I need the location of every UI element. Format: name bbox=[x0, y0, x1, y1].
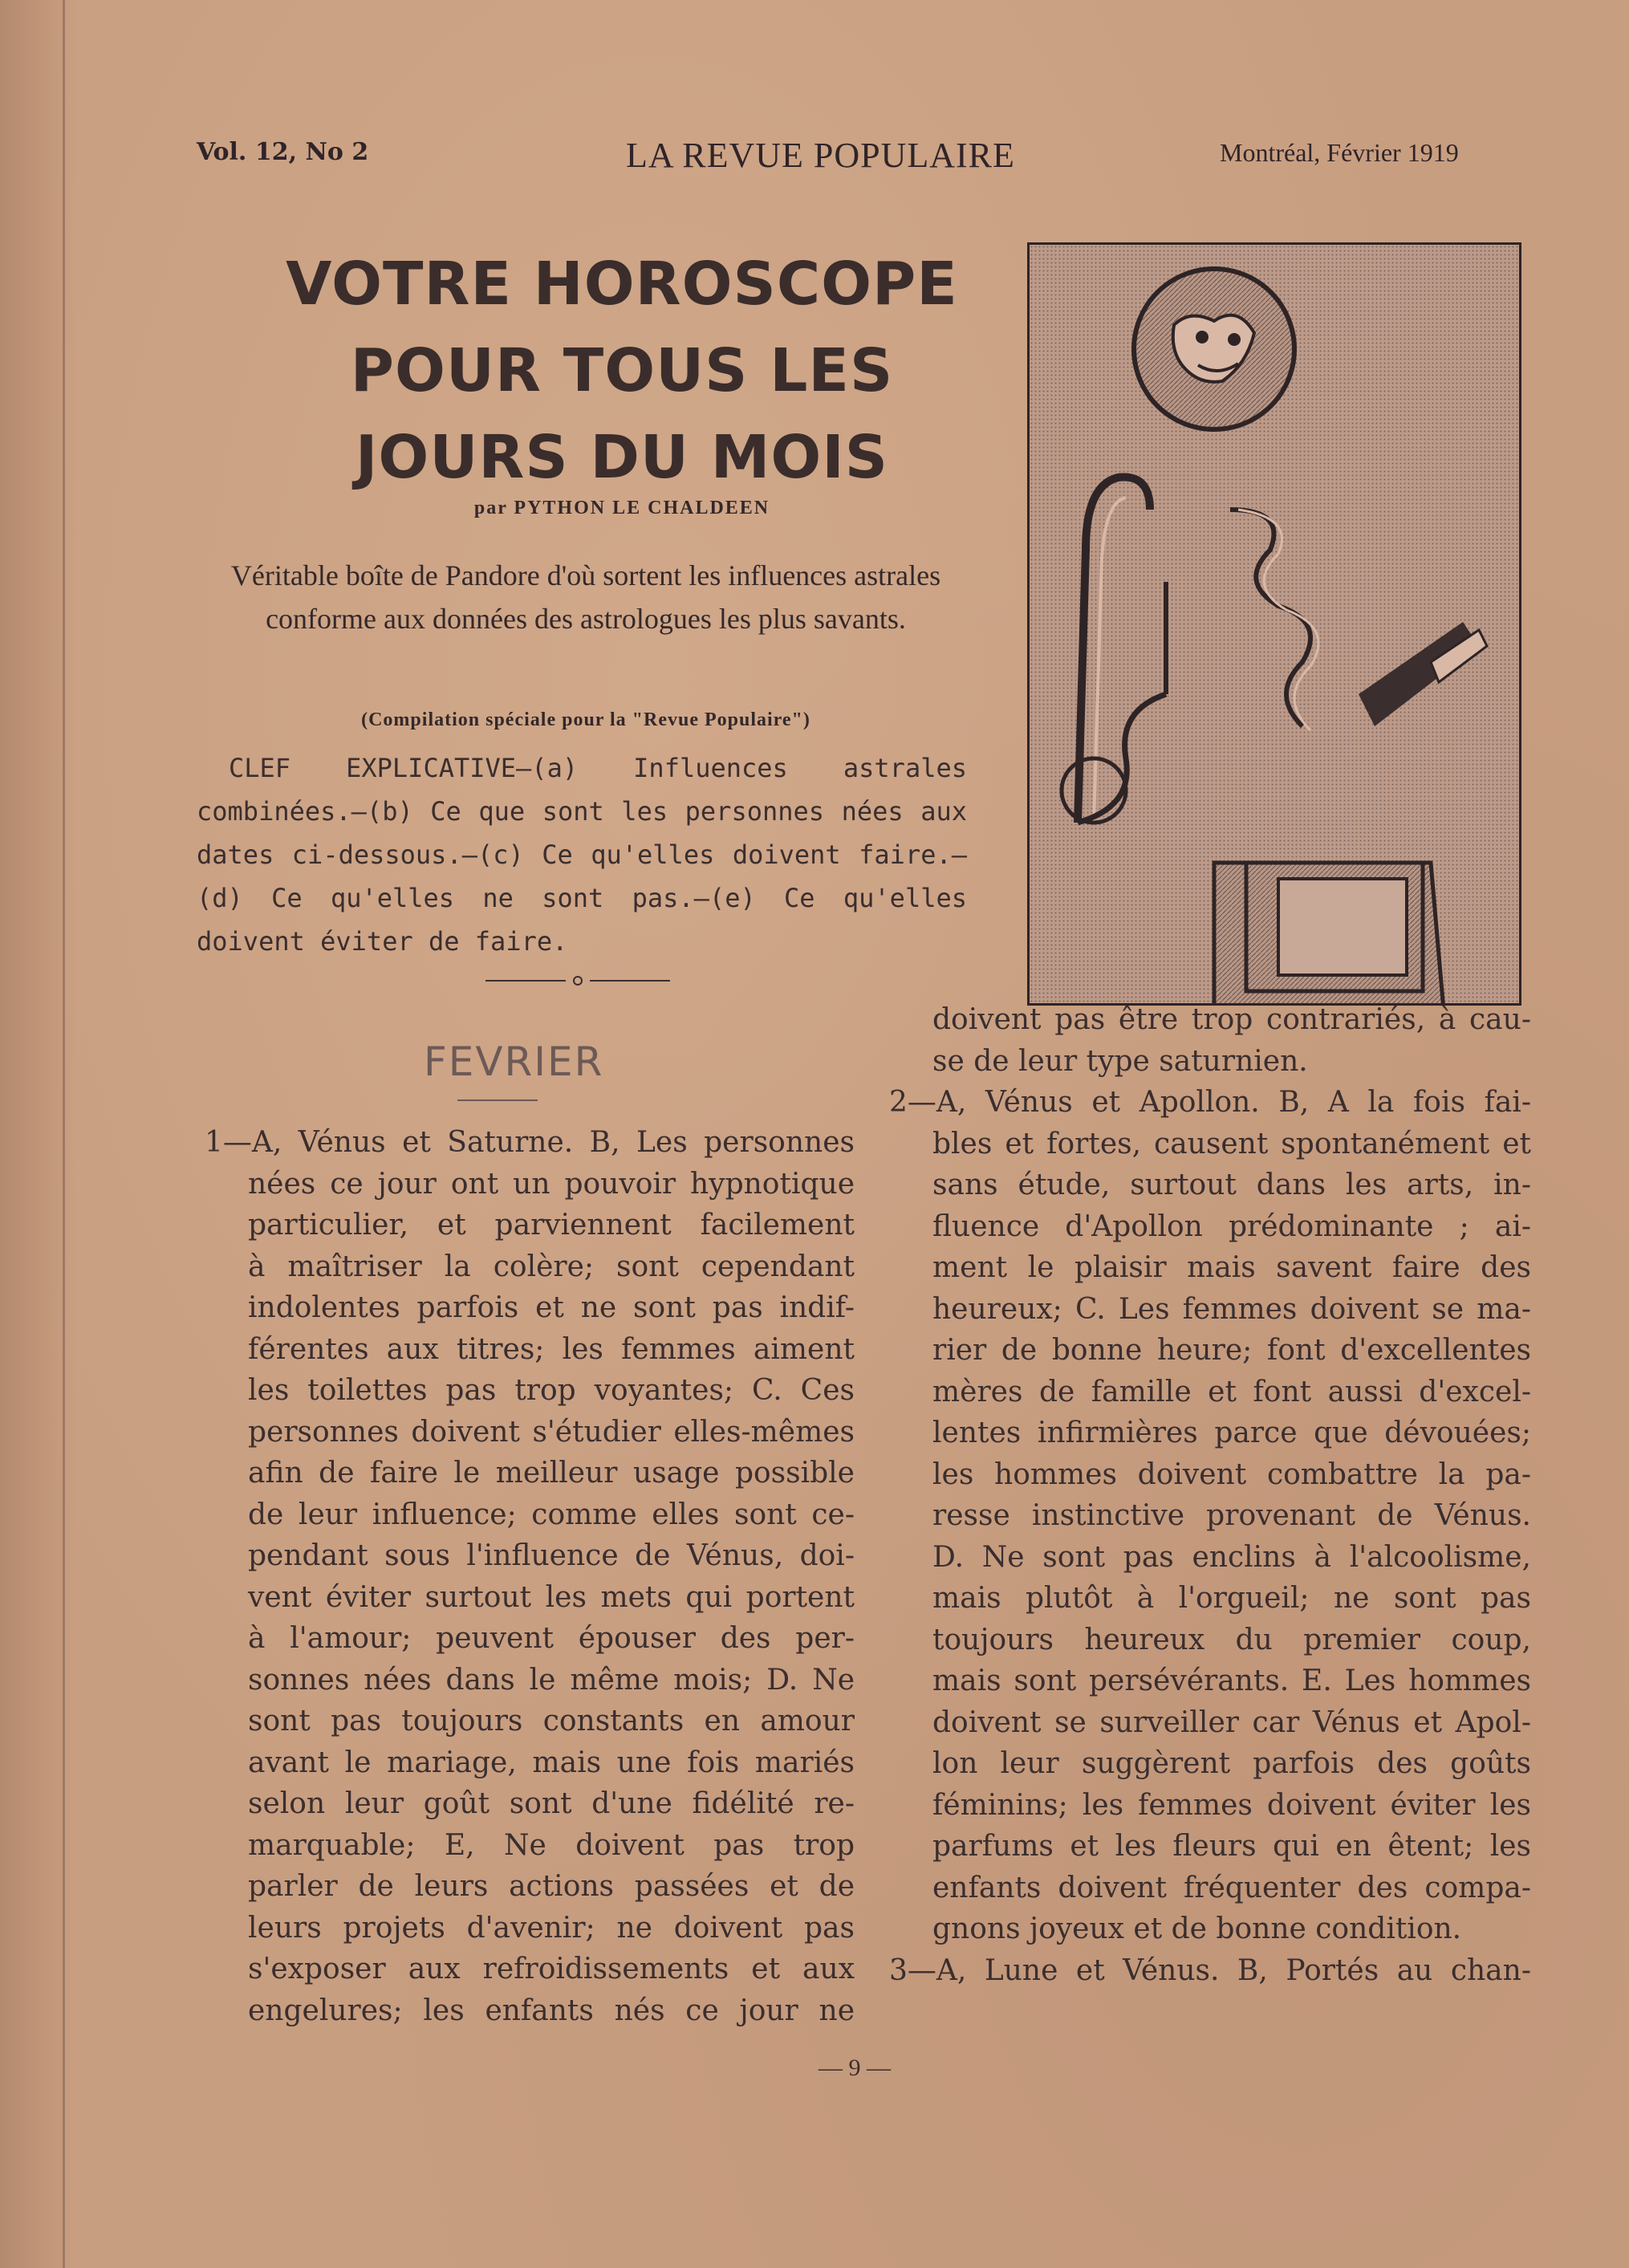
text-line: pendant sous l'influence de Vénus, doi- bbox=[248, 1539, 855, 1572]
text-line: enfants doivent fréquenter des compa- bbox=[932, 1871, 1531, 1904]
compilation-note: (Compilation spéciale pour la "Revue Populaire") bbox=[361, 709, 810, 730]
section-divider-ornament bbox=[485, 973, 670, 989]
text-line: ment le plaisir mais savent faire des bbox=[932, 1251, 1531, 1284]
explanatory-key-text: CLEF EXPLICATIVE—(a) Influences astrales combinées.—(b) Ce que sont les personnes nées aux dates ci-dessous.—(c) Ce qu'elles doivent faire.—(d) Ce qu'elles ne sont pas.—(e) Ce qu'elles doivent éviter de faire. bbox=[197, 753, 967, 957]
magazine-name: LA REVUE POPULAIRE bbox=[626, 136, 1015, 175]
text-line: rier de bonne heure; font d'excellentes bbox=[932, 1334, 1531, 1367]
text-line: de leur influence; comme elles sont ce- bbox=[248, 1498, 855, 1531]
text-line: férentes aux titres; les femmes aiment bbox=[248, 1332, 855, 1366]
text-line: sont pas toujours constants en amour bbox=[248, 1705, 855, 1738]
text-line: selon leur goût sont d'une fidélité re- bbox=[248, 1787, 855, 1820]
title-line-1: VOTRE HOROSCOPE bbox=[286, 250, 958, 319]
text-line: heureux; C. Les femmes doivent se ma- bbox=[932, 1292, 1531, 1326]
text-line: engelures; les enfants nés ce jour ne bbox=[248, 1994, 855, 2027]
article-title bbox=[193, 241, 1051, 501]
text-line: lon leur suggèrent parfois des goûts bbox=[932, 1747, 1531, 1780]
text-line: mères de famille et font aussi d'excel- bbox=[932, 1375, 1531, 1408]
page-number: — 9 — bbox=[819, 2055, 891, 2081]
text-line: à maîtriser la colère; sont cependant bbox=[248, 1250, 855, 1283]
text-line: resse instinctive provenant de Vénus. bbox=[932, 1499, 1531, 1532]
text-line: les toilettes pas trop voyantes; C. Ces bbox=[248, 1374, 855, 1407]
text-line: s'exposer aux refroidissements et aux bbox=[248, 1953, 855, 1986]
text-line: doivent se surveiller car Vénus et Apol- bbox=[932, 1705, 1531, 1739]
text-line: marquable; E, Ne doivent pas trop bbox=[248, 1828, 855, 1862]
text-line: leurs projets d'avenir; ne doivent pas bbox=[248, 1911, 855, 1945]
text-line: doivent pas être trop contrariés, à cau- bbox=[932, 1003, 1531, 1036]
text-line: D. Ne sont pas enclins à l'alcoolisme, bbox=[932, 1540, 1531, 1574]
author-byline: par PYTHON LE CHALDEEN bbox=[473, 498, 770, 518]
text-line: gnons joyeux et de bonne condition. bbox=[932, 1912, 1462, 1945]
text-line: lentes infirmières parce que dévouées; bbox=[932, 1416, 1531, 1449]
text-line: parfums et les fleurs qui en êtent; les bbox=[932, 1830, 1531, 1863]
right-text-column bbox=[889, 999, 1531, 1991]
text-line: féminins; les femmes doivent éviter les bbox=[932, 1788, 1531, 1822]
text-line: se de leur type saturnien. bbox=[932, 1044, 1308, 1078]
text-line: particulier, et parviennent facilement bbox=[248, 1209, 855, 1242]
text-line: à l'amour; peuvent épouser des per- bbox=[248, 1622, 855, 1655]
issue-date: Montréal, Février 1919 bbox=[1220, 138, 1459, 167]
text-line: sans étude, surtout dans les arts, in- bbox=[932, 1169, 1531, 1201]
text-line: avant le mariage, mais une fois mariés bbox=[248, 1746, 855, 1779]
text-line: sonnes nées dans le même mois; D. Ne bbox=[248, 1663, 855, 1697]
horoscope-illustration bbox=[1027, 242, 1521, 1006]
text-line: fluence d'Apollon prédominante ; ai- bbox=[932, 1209, 1531, 1243]
left-text-column bbox=[205, 1122, 855, 2031]
section-title-underline bbox=[457, 1099, 538, 1101]
text-line: indolentes parfois et ne sont pas indif- bbox=[248, 1291, 855, 1324]
text-line: mais plutôt à l'orgueil; ne sont pas bbox=[932, 1582, 1531, 1615]
section-title-month: FEVRIER bbox=[424, 1038, 604, 1085]
volume-number: Vol. 12, No 2 bbox=[197, 138, 369, 166]
explanatory-key bbox=[197, 746, 967, 963]
text-line: parler de leurs actions passées et de bbox=[248, 1870, 855, 1903]
title-line-3: JOURS DU MOIS bbox=[355, 423, 889, 492]
text-line: les hommes doivent combattre la pa- bbox=[932, 1457, 1531, 1491]
text-line: nées ce jour ont un pouvoir hypnotique bbox=[248, 1167, 855, 1201]
text-line: afin de faire le meilleur usage possible bbox=[248, 1457, 855, 1490]
binding-fold-line bbox=[63, 0, 65, 2268]
text-line: toujours heureux du premier coup, bbox=[932, 1623, 1531, 1656]
text-line: 1—A, Vénus et Saturne. B, Les personnes bbox=[205, 1126, 855, 1159]
text-line: vent éviter surtout les mets qui portent bbox=[248, 1580, 855, 1614]
text-line: bles et fortes, causent spontanément et bbox=[932, 1127, 1531, 1160]
text-line: mais sont persévérants. E. Les hommes bbox=[932, 1664, 1531, 1697]
text-line: personnes doivent s'étudier elles-mêmes bbox=[248, 1415, 855, 1449]
article-subtitle: Véritable boîte de Pandore d'où sortent les influences astrales conforme aux données des astrologues les plus savants. bbox=[230, 559, 941, 635]
title-line-2: POUR TOUS LES bbox=[350, 336, 894, 405]
text-line: 3—A, Lune et Vénus. B, Portés au chan- bbox=[889, 1953, 1531, 1987]
text-line: 2—A, Vénus et Apollon. B, A la fois fai- bbox=[889, 1086, 1531, 1119]
